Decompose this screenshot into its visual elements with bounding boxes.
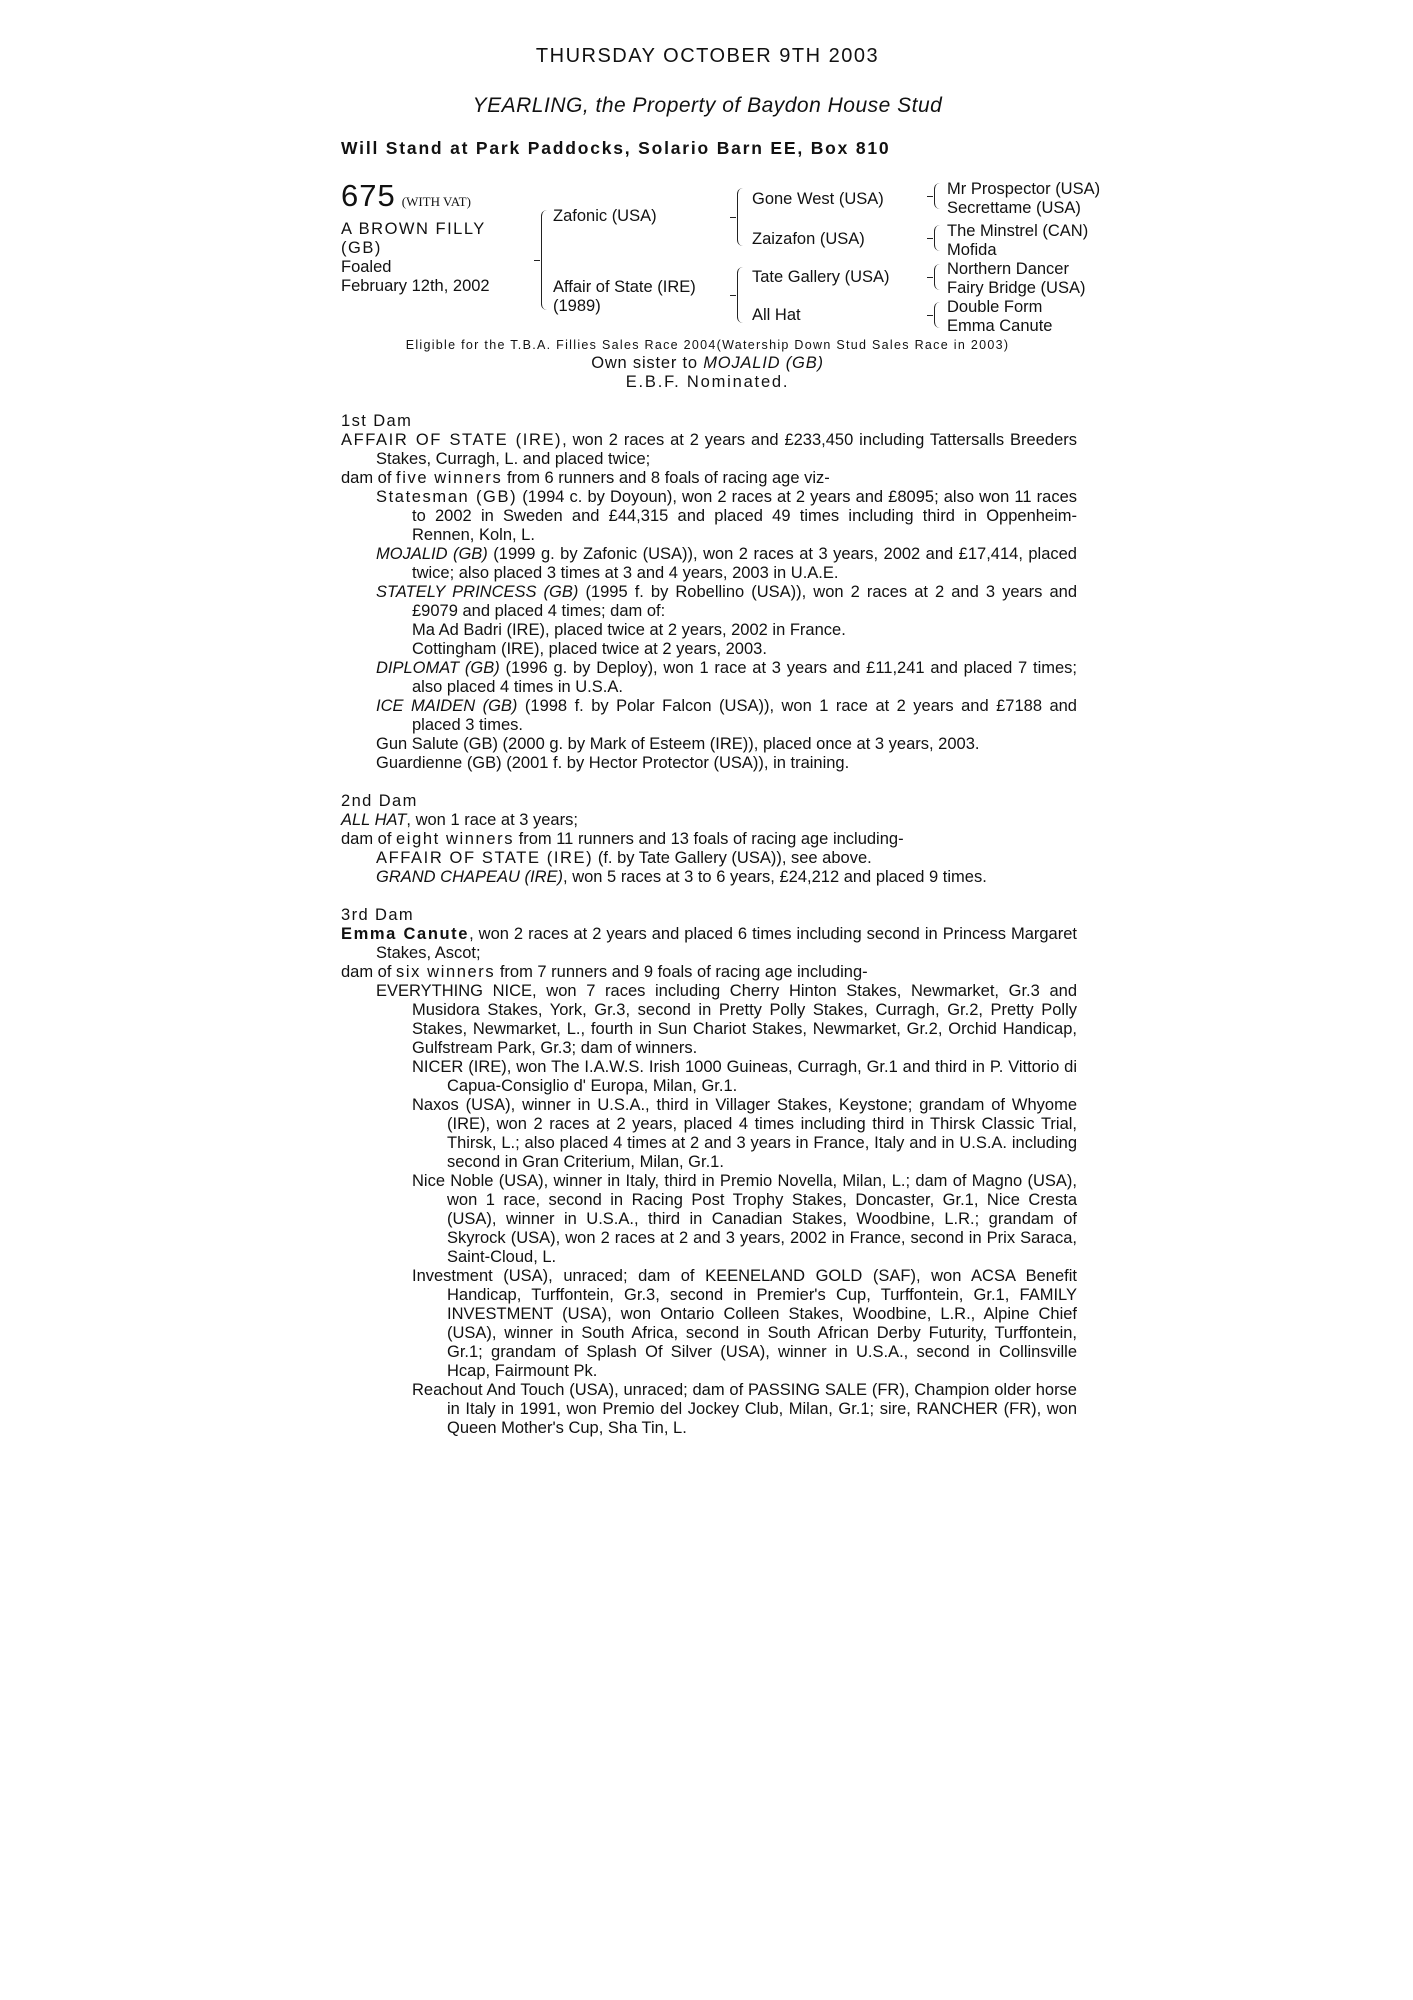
pedigree-g3: Double Form <box>947 298 1043 316</box>
pedigree-brace-g3-3 <box>934 264 941 290</box>
first-dam-produce: dam of five winners from 6 runners and 8 foals of racing age viz- <box>341 469 830 487</box>
produce-entry: Gun Salute (GB) (2000 g. by Mark of Esteem (IRE)), placed once at 3 years, 2003. <box>376 735 980 753</box>
grand-produce-entry: Ma Ad Badri (IRE), placed twice at 2 years, 2002 in France. <box>412 621 846 639</box>
produce-entry: AFFAIR OF STATE (IRE) (f. by Tate Gallery (USA)), see above. <box>376 849 872 867</box>
pedigree-sire: Zafonic (USA) <box>553 207 657 225</box>
produce-entry: GRAND CHAPEAU (IRE), won 5 races at 3 to 6 years, £24,212 and placed 9 times. <box>376 868 987 886</box>
pedigree-g3: Fairy Bridge (USA) <box>947 279 1086 297</box>
lot-info <box>341 220 490 296</box>
pedigree-g3: Mofida <box>947 241 997 259</box>
lot-number: 675 <box>341 178 396 213</box>
pedigree-g3: Northern Dancer <box>947 260 1069 278</box>
pedigree-sire-dam: Zaizafon (USA) <box>752 230 865 248</box>
third-dam-heading: 3rd Dam <box>341 906 415 924</box>
pedigree-dam-sire: Tate Gallery (USA) <box>752 268 890 286</box>
ebf-note: E.B.F. Nominated. <box>625 373 790 391</box>
lot-number-block <box>341 178 471 214</box>
pedigree-brace-main <box>541 210 548 310</box>
third-dam-name: Emma Canute <box>341 925 470 943</box>
produce-entry: STATELY PRINCESS (GB) (1995 f. by Robellino (USA)), won 2 races at 2 and 3 years and £9079 and placed 4 times; dam of: <box>376 583 1077 620</box>
produce-entry: DIPLOMAT (GB) (1996 g. by Deploy), won 1 race at 3 years and £11,241 and placed 7 times; also placed 4 times in U.S.A. <box>376 659 1077 696</box>
eligibility-note: Eligible for the T.B.A. Fillies Sales Race 2004(Watership Down Stud Sales Race in 2003) <box>405 338 1010 352</box>
lot-origin: (GB) <box>341 239 382 257</box>
pedigree-g3: Secrettame (USA) <box>947 199 1081 217</box>
sister-name: MOJALID (GB) <box>703 354 824 372</box>
second-dam-heading: 2nd Dam <box>341 792 418 810</box>
foaled-date: February 12th, 2002 <box>341 277 490 295</box>
third-dam-produce: dam of six winners from 7 runners and 9 foals of racing age including- <box>341 963 868 981</box>
catalogue-body <box>341 412 1077 1438</box>
first-dam-entry: AFFAIR OF STATE (IRE), won 2 races at 2 years and £233,450 including Tattersalls Breeders Stakes, Curragh, L. and placed twice; <box>341 431 1077 468</box>
stand-location: Will Stand at Park Paddocks, Solario Barn EE, Box 810 <box>341 138 891 158</box>
foaled-label: Foaled <box>341 258 392 276</box>
pedigree-g3: Emma Canute <box>947 317 1053 335</box>
pedigree-sire-sire: Gone West (USA) <box>752 190 884 208</box>
pedigree-dam: Affair of State (IRE) <box>553 278 696 296</box>
produce-entry: NICER (IRE), won The I.A.W.S. Irish 1000 Guineas, Curragh, Gr.1 and third in P. Vittorio di Capua-Consiglio d' Europa, Milan, Gr.1. <box>412 1058 1077 1095</box>
pedigree-g3: Mr Prospector (USA) <box>947 180 1101 198</box>
produce-entry: ICE MAIDEN (GB) (1998 f. by Polar Falcon (USA)), won 1 race at 2 years and £7188 and placed 3 times. <box>376 697 1077 734</box>
produce-entry: Reachout And Touch (USA), unraced; dam of PASSING SALE (FR), Champion older horse in Italy in 1991, won Premio del Jockey Club, Milan, Gr.1; sire, RANCHER (FR), won Queen Mother's Cup, Sha Tin, L. <box>412 1381 1077 1437</box>
produce-entry: Guardienne (GB) (2001 f. by Hector Protector (USA)), in training. <box>376 754 850 772</box>
third-dam-entry: Emma Canute, won 2 races at 2 years and placed 6 times including second in Princess Margaret Stakes, Ascot; <box>341 925 1077 962</box>
sister-note: Own sister to MOJALID (GB) <box>591 354 824 372</box>
sale-date: THURSDAY OCTOBER 9TH 2003 <box>535 45 880 67</box>
pedigree-dam-year: (1989) <box>553 297 601 315</box>
second-dam-produce: dam of eight winners from 11 runners and 13 foals of racing age including- <box>341 830 904 848</box>
second-dam-name: ALL HAT <box>341 811 407 829</box>
grand-produce-entry: Cottingham (IRE), placed twice at 2 years, 2003. <box>412 640 767 658</box>
produce-entry: Investment (USA), unraced; dam of KEENELAND GOLD (SAF), won ACSA Benefit Handicap, Turffontein, Gr.3, second in Premier's Cup, Turffontein, Gr.1, FAMILY INVESTMENT (USA), won Ontario Colleen Stakes, Woodbine, L.R., Alpine Chief (USA), winner in South Africa, second in South African Derby Futurity, Turffontein, Gr.1; grandam of Splash Of Silver (USA), winner in U.S.A., second in Collinsville Hcap, Fairmount Pk. <box>412 1267 1077 1380</box>
produce-entry: Statesman (GB) (1994 c. by Doyoun), won 2 races at 2 years and £8095; also won 11 races to 2002 in Sweden and £44,315 and placed 49 times including third in Oppenheim-Rennen, Koln, L. <box>376 488 1077 544</box>
pedigree-brace-g3-4 <box>934 302 941 328</box>
pedigree-brace-g3-1 <box>934 183 941 209</box>
first-dam-name: AFFAIR OF STATE (IRE) <box>341 431 563 449</box>
pedigree-brace-dam <box>737 267 744 323</box>
pedigree-dam-dam: All Hat <box>752 306 801 324</box>
produce-entry: Naxos (USA), winner in U.S.A., third in Villager Stakes, Keystone; grandam of Whyome (IRE), won 2 races at 2 years, placed 4 times including third in Thirsk Classic Trial, Thirsk, L.; also placed 4 times at 2 and 3 years in France, Italy and in U.S.A. including second in Gran Criterium, Milan, Gr.1. <box>412 1096 1077 1171</box>
lot-sex: A BROWN FILLY <box>341 220 486 238</box>
pedigree-brace-g3-2 <box>934 225 941 251</box>
pedigree-g3: The Minstrel (CAN) <box>947 222 1089 240</box>
first-dam-heading: 1st Dam <box>341 412 413 430</box>
produce-entry: EVERYTHING NICE, won 7 races including Cherry Hinton Stakes, Newmarket, Gr.3 and Musidora Stakes, York, Gr.3, second in Pretty Polly Stakes, Curragh, Gr.2, Pretty Polly Stakes, Newmarket, L., fourth in Sun Chariot Stakes, Newmarket, Gr.2, Orchid Handicap, Gulfstream Park, Gr.3; dam of winners. <box>376 982 1077 1057</box>
produce-entry: Nice Noble (USA), winner in Italy, third in Premio Novella, Milan, L.; dam of Magno (USA), won 1 race, second in Racing Post Trophy Stakes, Doncaster, Gr.1, Nice Cresta (USA), winner in U.S.A., third in Canadian Stakes, Woodbine, L.R.; grandam of Skyrock (USA), won 2 races at 2 and 3 years, 2002 in France, second in Prix Saraca, Saint-Cloud, L. <box>412 1172 1077 1266</box>
pedigree-brace-sire <box>737 188 744 246</box>
yearling-vendor: YEARLING, the Property of Baydon House Stud <box>472 94 943 117</box>
vat-note: (WITH VAT) <box>401 194 471 209</box>
second-dam-entry: ALL HAT, won 1 race at 3 years; <box>341 811 578 829</box>
produce-entry: MOJALID (GB) (1999 g. by Zafonic (USA)), won 2 races at 3 years, 2002 and £17,414, placed twice; also placed 3 times at 3 and 4 years, 2003 in U.A.E. <box>376 545 1077 582</box>
